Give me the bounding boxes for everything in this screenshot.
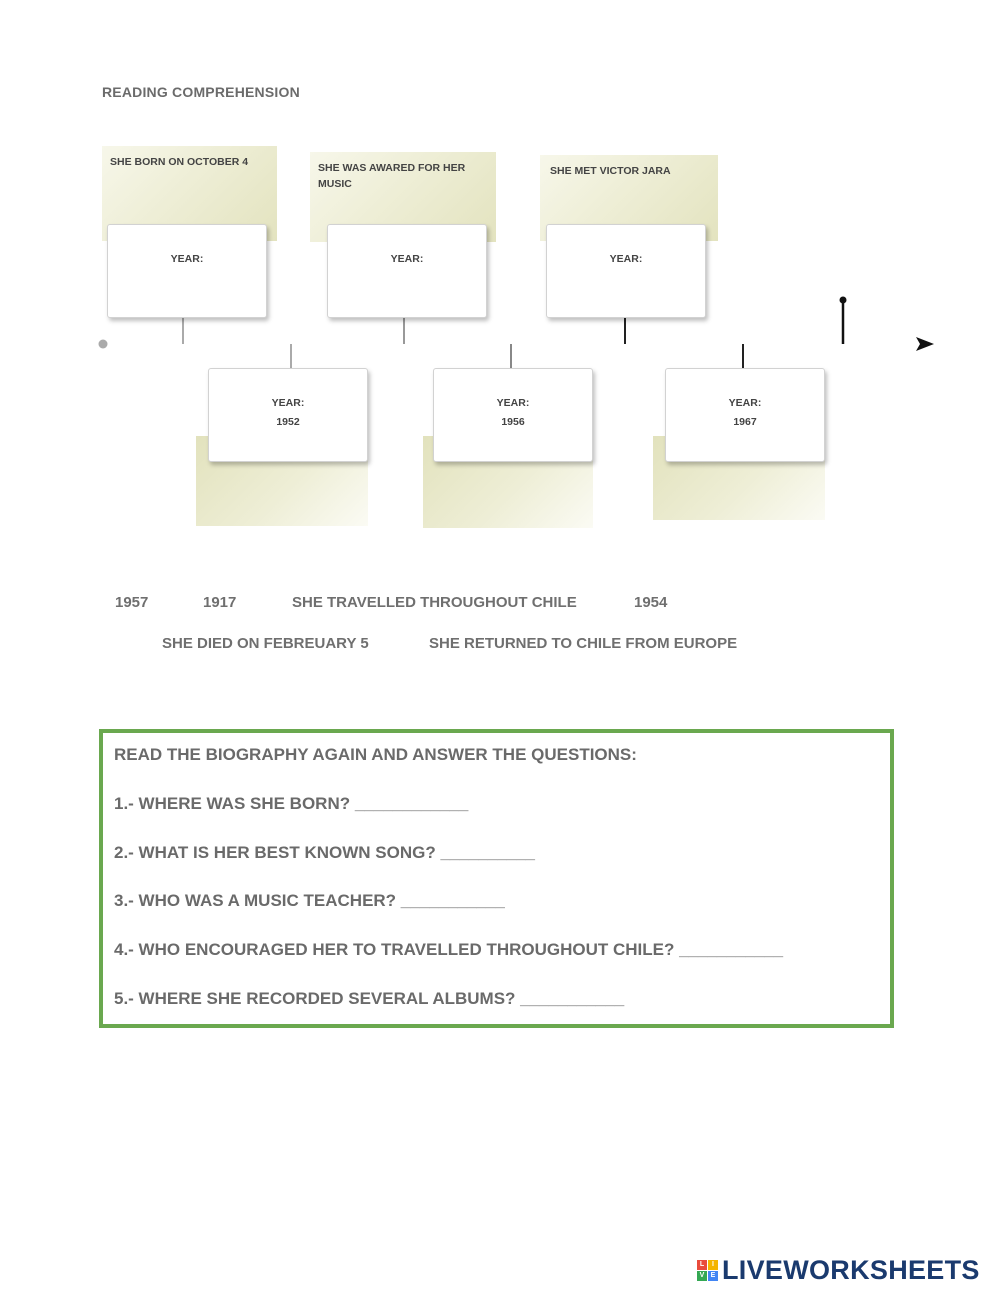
question-1[interactable]: 1.- WHERE WAS SHE BORN? ____________ [114,794,469,813]
page-title: READING COMPREHENSION [102,84,300,100]
logo-block: L [697,1260,707,1270]
year-card-top-2[interactable] [327,224,487,318]
question-3[interactable]: 3.- WHO WAS A MUSIC TEACHER? ___________ [114,891,505,910]
option-returned-europe[interactable]: SHE RETURNED TO CHILE FROM EUROPE [429,635,738,652]
year-card-bottom-2[interactable] [433,368,593,462]
liveworksheets-logo [697,1254,980,1286]
year-label: YEAR: [496,397,530,409]
year-card-top-1[interactable] [107,224,267,318]
note-born-text: SHE BORN ON OCTOBER 4 [110,156,249,168]
logo-icon [697,1260,718,1281]
year-label: YEAR: [390,253,424,265]
year-value: 1967 [733,416,757,428]
year-value: 1956 [501,416,525,428]
note-awarded-text: SHE WAS AWARED FOR HER MUSIC [318,162,466,190]
question-2[interactable]: 2.- WHAT IS HER BEST KNOWN SONG? __________ [114,843,536,862]
logo-block: E [708,1271,718,1281]
logo-block: I [708,1260,718,1270]
logo-text: LIVEWORKSHEETS [722,1254,980,1285]
questions-box [99,729,894,1028]
note-victor-jara-text: SHE MET VICTOR JARA [550,165,671,177]
option-1957[interactable]: 1957 [115,594,149,611]
year-card-top-3[interactable] [546,224,706,318]
year-label: YEAR: [170,253,204,265]
year-label: YEAR: [728,397,762,409]
year-label: YEAR: [609,253,643,265]
logo-block: V [697,1271,707,1281]
questions-heading: READ THE BIOGRAPHY AGAIN AND ANSWER THE QUESTIONS: [114,745,637,764]
year-card-bottom-3[interactable] [665,368,825,462]
option-died-february[interactable]: SHE DIED ON FEBREUARY 5 [162,635,369,652]
question-4[interactable]: 4.- WHO ENCOURAGED HER TO TRAVELLED THROUGHOUT CHILE? ___________ [114,940,784,959]
option-1917[interactable]: 1917 [203,594,237,611]
option-travelled-chile[interactable]: SHE TRAVELLED THROUGHOUT CHILE [292,594,577,611]
question-5[interactable]: 5.- WHERE SHE RECORDED SEVERAL ALBUMS? ___________ [114,989,625,1008]
year-value: 1952 [276,416,300,428]
year-card-bottom-1[interactable] [208,368,368,462]
option-1954[interactable]: 1954 [634,594,668,611]
year-label: YEAR: [271,397,305,409]
timeline-start-dot [99,340,108,349]
